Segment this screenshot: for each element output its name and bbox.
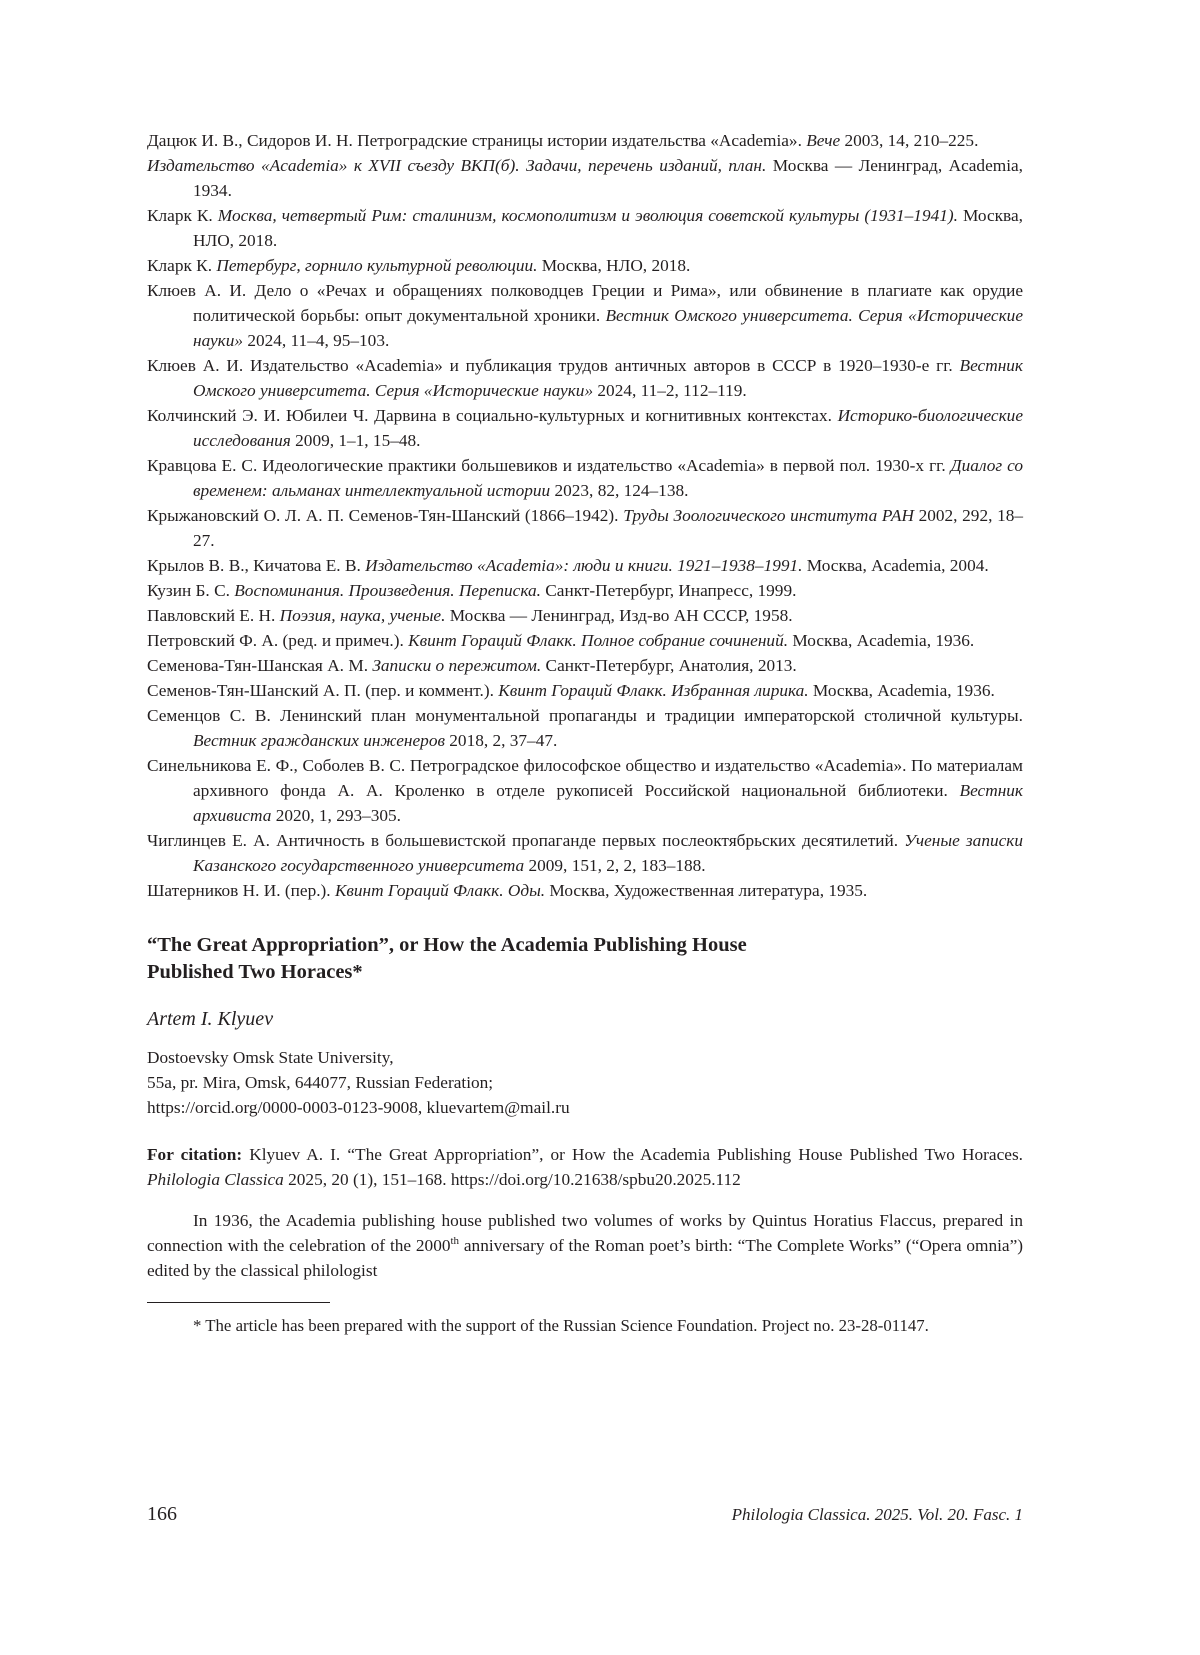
reference-item [147,278,1023,353]
reference-text: 2023, 82, 124–138. [550,481,689,500]
reference-text: Москва, Academia, 1936. [808,681,995,700]
reference-text: Синельникова Е. Ф., Соболев В. С. Петроградское философское общество и издательство «Academia». По материалам архивного фонда А. А. Кроленко в отделе рукописей Российской национальной библиотеки. [147,756,1023,800]
reference-item [147,503,1023,553]
reference-item [147,403,1023,453]
reference-text: Москва — Ленинград, Изд-во АН СССР, 1958. [445,606,793,625]
reference-text: Санкт-Петербург, Анатолия, 2013. [541,656,797,675]
reference-text: Семенов-Тян-Шанский А. П. (пер. и коммент.). [147,681,499,700]
reference-item [147,203,1023,253]
reference-text: Кравцова Е. С. Идеологические практики большевиков и издательство «Academia» в первой пол. 1930-х гг. [147,456,951,475]
reference-source: Петербург, горнило культурной революции. [216,256,538,275]
reference-source: Диалог со временем: альманах интеллектуальной истории [193,456,1023,500]
ordinal-superscript: th [450,1235,460,1248]
reference-text: Москва — Ленинград, Academia, 1934. [193,156,1023,200]
reference-source: Квинт Гораций Флакк. Избранная лирика. [498,681,809,700]
reference-text: 2018, 2, 37–47. [444,731,558,750]
reference-text: Крыжановский О. Л. А. П. Семенов-Тян-Шанский (1866–1942). [147,506,624,525]
reference-item [147,878,1023,903]
reference-text: Москва, Academia, 2004. [802,556,989,575]
reference-text: Кузин Б. С. [147,581,235,600]
reference-text: Павловский Е. Н. [147,606,280,625]
article-title-line-1: “The Great Appropriation”, or How the Academia Publishing House [147,934,747,956]
reference-source: Вестник Омского университета. Серия «Исторические науки» [193,306,1023,350]
reference-item [147,553,1023,578]
reference-text: Кларк К. [147,206,218,225]
reference-text: Колчинский Э. И. Юбилеи Ч. Дарвина в социально-культурных и когнитивных контекстах. [147,406,838,425]
citation-details: 2025, 20 (1), 151–168. https://doi.org/10.21638/spbu20.2025.112 [283,1170,741,1189]
running-footer-journal: Philologia Classica. 2025. Vol. 20. Fasc. 1 [731,1505,1023,1524]
body-text-start: In 1936, the Academia publishing house published two volumes of works by Quintus Horatius Flaccus, prepared in connection with the celebration of the 2000 [147,1211,1023,1255]
reference-item [147,678,1023,703]
reference-item [147,603,1023,628]
page-content [147,128,1023,1338]
reference-text: Клюев А. И. Издательство «Academia» и публикация трудов античных авторов в СССР в 1920–1930-е гг. [147,356,960,375]
reference-item [147,828,1023,878]
reference-item [147,453,1023,503]
reference-text: 2009, 151, 2, 2, 183–188. [524,856,706,875]
reference-source: Москва, четвертый Рим: сталинизм, космополитизм и эволюция советской культуры (1931–1941). [217,206,958,225]
reference-source: Вече [806,131,841,150]
affiliation-contacts: https://orcid.org/0000-0003-0123-9008, kluevartem@mail.ru [147,1098,570,1117]
reference-text: Чиглинцев Е. А. Античность в большевистской пропаганде первых послеоктябрьских десятилетий. [147,831,905,850]
page-footer [147,1503,1023,1533]
reference-source: Труды Зоологического института РАН [623,506,914,525]
reference-text: 2020, 1, 293–305. [271,806,401,825]
reference-text: Москва, НЛО, 2018. [193,206,1023,250]
article-title [147,932,1023,986]
reference-text: Москва, Художественная литература, 1935. [545,881,868,900]
body-text-end: anniversary of the Roman poet’s birth: “The Complete Works” (“Opera omnia”) edited by the classical philologist [147,1236,1023,1280]
footnote: * The article has been prepared with the support of the Russian Science Foundation. Project no. 23-28-01147. [193,1316,929,1335]
reference-text: 2024, 11–2, 112–119. [593,381,747,400]
reference-source: Вестник архивиста [193,781,1023,825]
page-number: 166 [147,1503,177,1525]
reference-text: Дацюк И. В., Сидоров И. Н. Петроградские страницы истории издательства «Academia». [147,131,807,150]
reference-text: 2009, 1–1, 15–48. [290,431,421,450]
article-title-line-2: Published Two Horaces* [147,961,363,983]
reference-source: Квинт Гораций Флакк. Оды. [334,881,546,900]
reference-source: Записки о пережитом. [372,656,542,675]
reference-text: Крылов В. В., Кичатова Е. В. [147,556,366,575]
reference-text: Москва, Academia, 1936. [788,631,975,650]
affiliation-address: 55a, pr. Mira, Omsk, 644077, Russian Federation; [147,1073,494,1092]
reference-item [147,353,1023,403]
reference-list [147,128,1023,903]
citation-label: For citation: [147,1145,243,1164]
reference-source: Издательство «Academia»: люди и книги. 1921–1938–1991. [365,556,803,575]
reference-source: Ученые записки Казанского государственного университета [193,831,1023,875]
reference-item [147,753,1023,828]
reference-source: Поэзия, наука, ученые. [279,606,446,625]
reference-source: Издательство «Academia» к XVII съезду ВКП(б). Задачи, перечень изданий, план. [147,156,767,175]
body-paragraph [147,1208,1023,1283]
reference-text: Шатерников Н. И. (пер.). [147,881,335,900]
reference-item [147,653,1023,678]
reference-item [147,253,1023,278]
author-affiliation [147,1045,1023,1120]
reference-item [147,578,1023,603]
reference-source: Воспоминания. Произведения. Переписка. [234,581,541,600]
footnote-divider [147,1302,330,1303]
reference-text: Санкт-Петербург, Инапресс, 1999. [540,581,797,600]
reference-item [147,153,1023,203]
citation-block [147,1142,1023,1192]
reference-text: 2024, 11–4, 95–103. [243,331,390,350]
affiliation-university: Dostoevsky Omsk State University, [147,1048,394,1067]
reference-text: Семенцов С. В. Ленинский план монументальной пропаганды и традиции императорской столичной культуры. [147,706,1023,725]
reference-source: Вестник Омского университета. Серия «Исторические науки» [193,356,1023,400]
reference-source: Историко-биологические исследования [193,406,1023,450]
reference-item [147,628,1023,653]
reference-text: Москва, НЛО, 2018. [537,256,691,275]
citation-journal: Philologia Classica [147,1170,284,1189]
reference-text: Клюев А. И. Дело о «Речах и обращениях полководцев Греции и Рима», или обвинение в плагиате как орудие политической борьбы: опыт документальной хроники. [147,281,1023,325]
reference-item [147,128,1023,153]
reference-item [147,703,1023,753]
reference-source: Вестник гражданских инженеров [193,731,445,750]
reference-text: Семенова-Тян-Шанская А. М. [147,656,373,675]
citation-text: Klyuev A. I. “The Great Appropriation”, or How the Academia Publishing House Published Two Horaces. [242,1145,1023,1164]
reference-text: Кларк К. [147,256,217,275]
reference-text: 2003, 14, 210–225. [840,131,979,150]
reference-text: Петровский Ф. А. (ред. и примеч.). [147,631,409,650]
reference-text: 2002, 292, 18–27. [193,506,1023,550]
reference-source: Квинт Гораций Флакк. Полное собрание сочинений. [408,631,789,650]
author-name: Artem I. Klyuev [147,1008,274,1030]
